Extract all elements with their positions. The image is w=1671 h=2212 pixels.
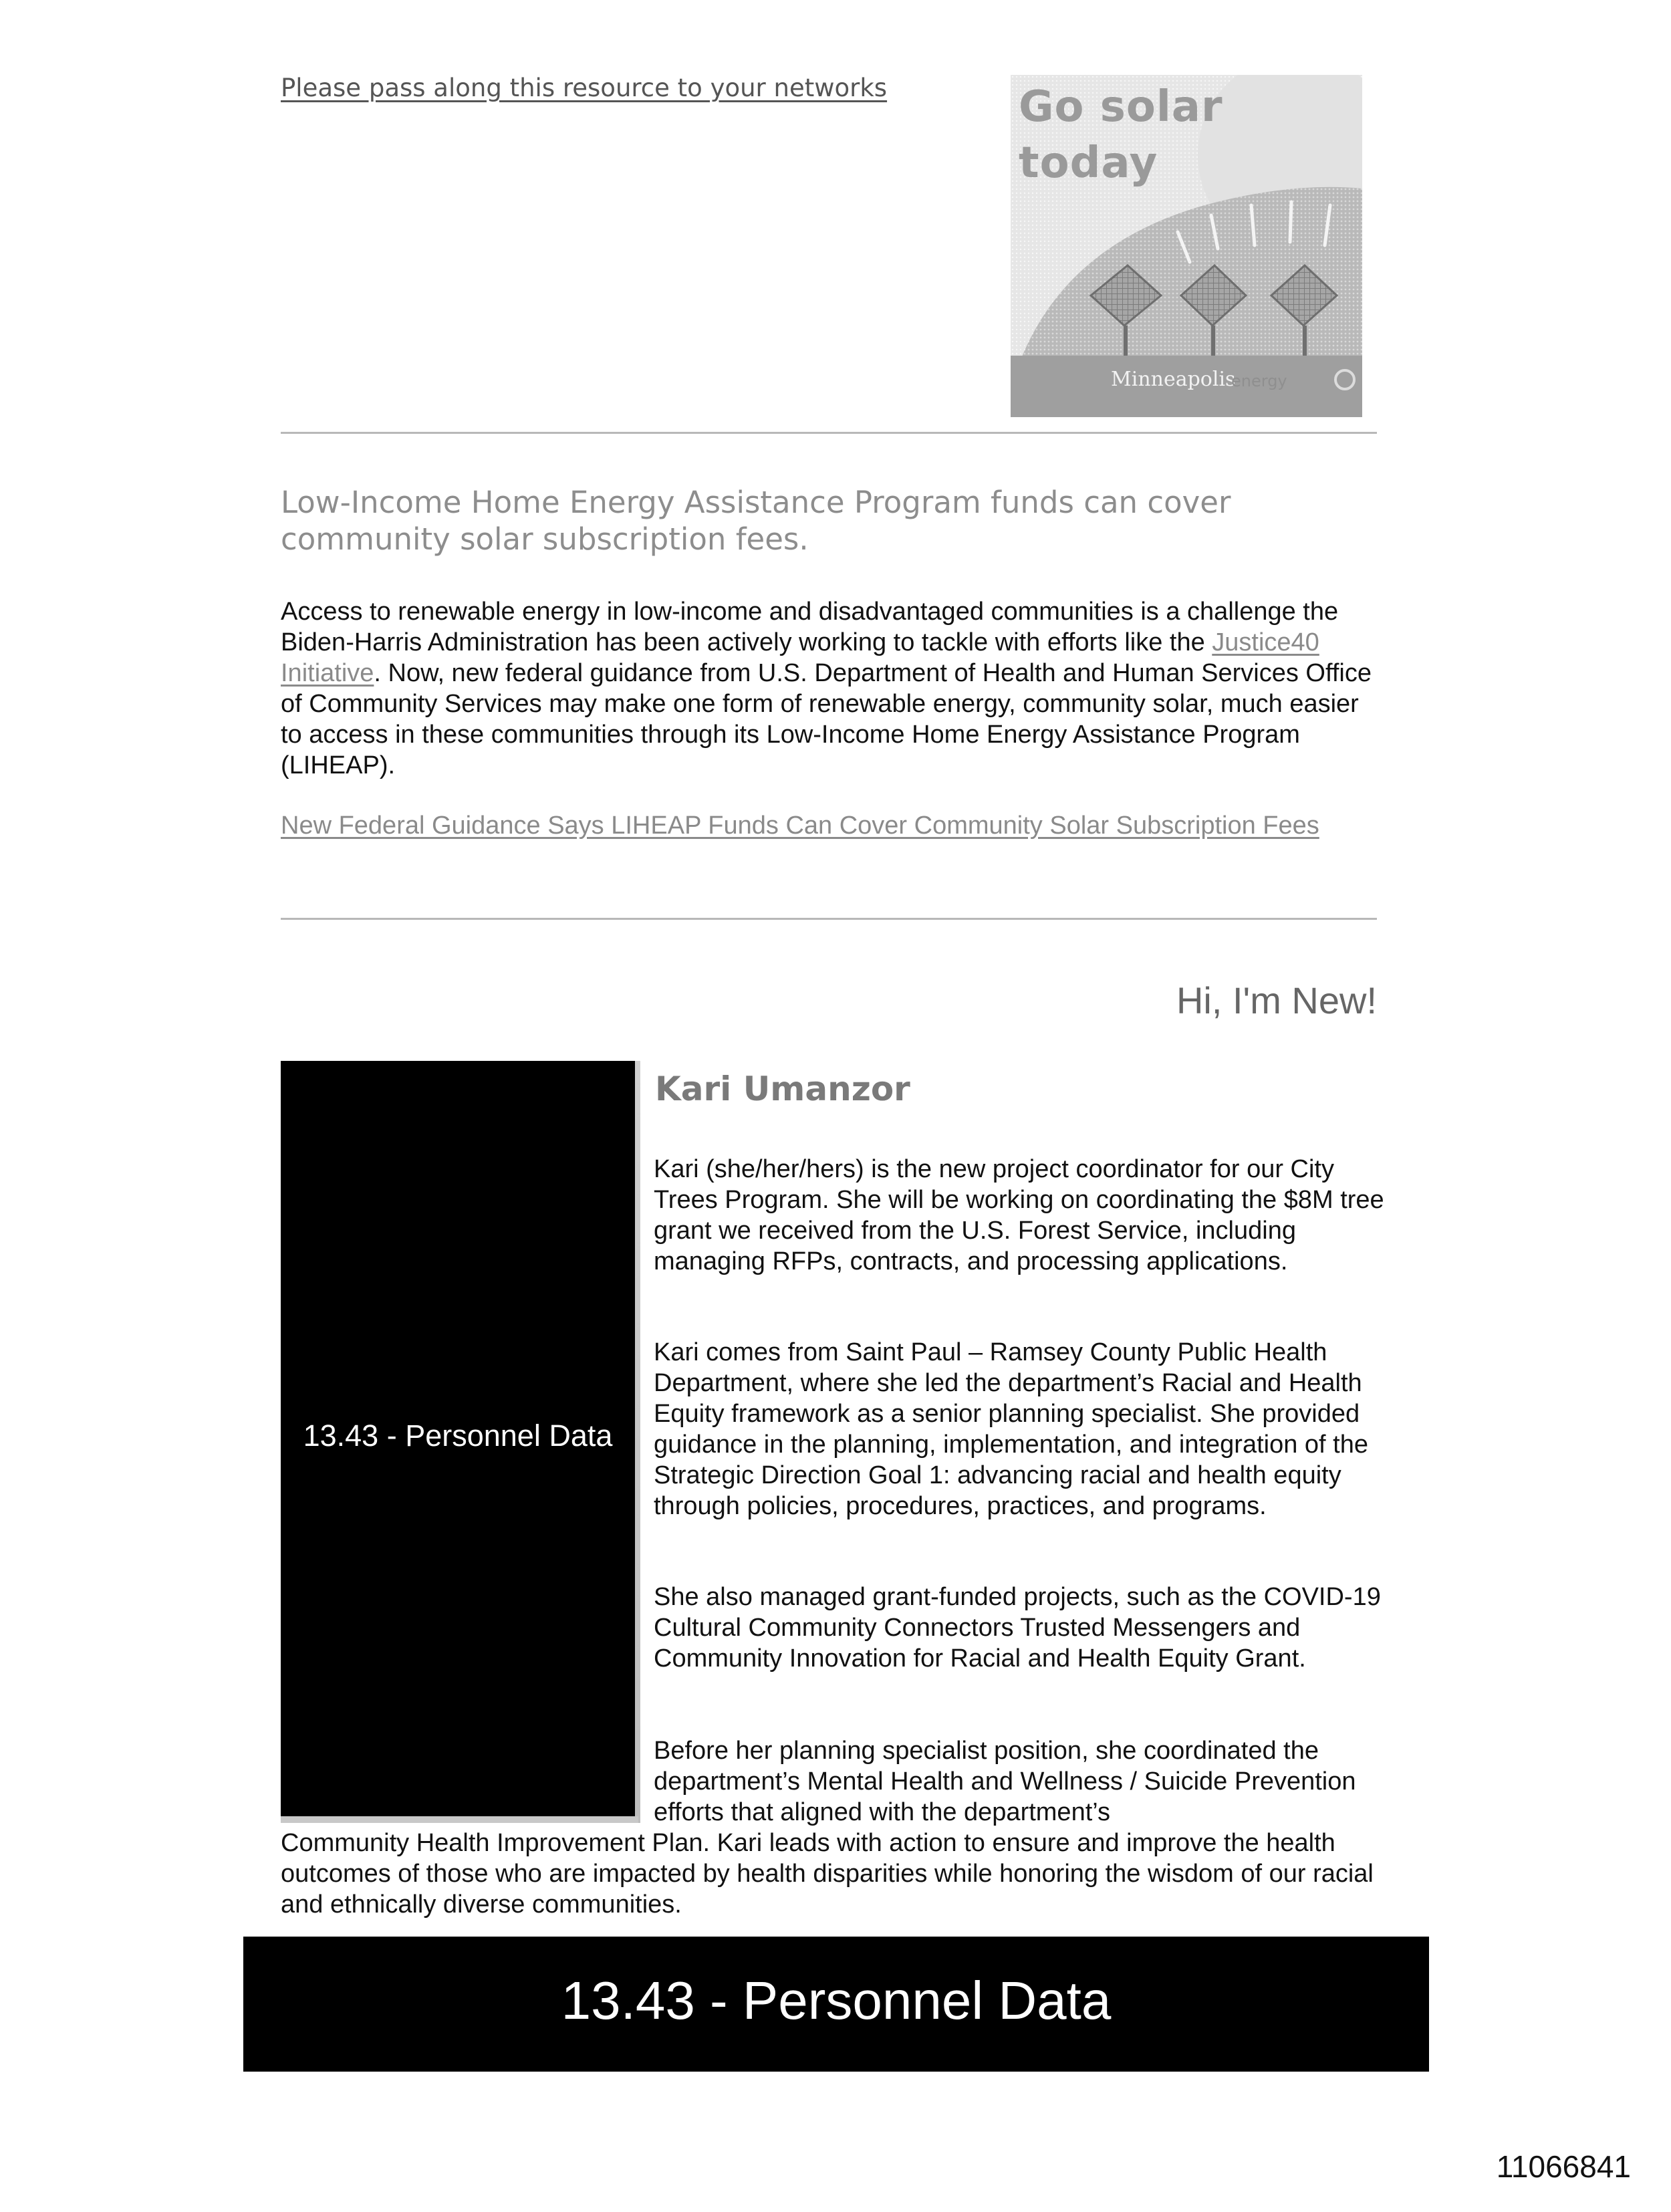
photo-frame-bottom xyxy=(281,1816,638,1823)
redaction-bar xyxy=(243,1937,1429,2072)
liheap-paragraph-start: Access to renewable energy in low-income and disadvantaged communities is a challenge the Biden-Harris Administration has been actively working to tackle with efforts like the xyxy=(281,598,1339,656)
liheap-paragraph-end: . Now, new federal guidance from U.S. Department of Health and Human Services Office of Community Services may make one form of renewable energy, community solar, much easier to access in these communities through its Low-Income Home Energy Assistance Program (LIHEAP). xyxy=(281,659,1372,779)
minneapolis-logo-text: Minneapolis xyxy=(1111,368,1236,391)
partner-logo-text: energy xyxy=(1231,372,1287,390)
pass-along-link[interactable]: Please pass along this resource to your networks xyxy=(281,74,888,102)
bio-paragraph-3: She also managed grant-funded projects, such as the COVID-19 Cultural Community Connectors Trusted Messengers and Community Innovation for Racial and Health Equity Grant. xyxy=(654,1583,1381,1673)
photo-frame-edge xyxy=(635,1061,640,1823)
go-solar-title: Go solar today xyxy=(1019,82,1223,188)
bio-paragraph-2: Kari comes from Saint Paul – Ramsey County Public Health Department, where she led the department’s Racial and Health Equity framework as a senior planning specialist. She provided guidance in the planning, implementation, and integration of the Strategic Direction Goal 1: advancing racial and health equity through policies, procedures, practices, and programs. xyxy=(654,1338,1368,1520)
justice40-link[interactable]: Justice40 Initiative xyxy=(281,628,1319,687)
bio-paragraph-1: Kari (she/her/hers) is the new project coordinator for our City Trees Program. She will be working on coordinating the $8M tree grant we received from the U.S. Forest Service, including managing RFPs, contracts, and processing applications. xyxy=(654,1155,1384,1275)
bio-paragraph-4: Before her planning specialist position, she coordinated the department’s Mental Health and Wellness / Suicide Prevention efforts that aligned with the department’s xyxy=(654,1737,1356,1826)
staff-name: Kari Umanzor xyxy=(655,1070,910,1108)
liheap-heading: Low-Income Home Energy Assistance Program funds can cover community solar subscription fees. xyxy=(281,485,1231,557)
divider xyxy=(281,432,1377,434)
section-title-hi-im-new: Hi, I'm New! xyxy=(1176,979,1377,1021)
redaction-bar-label: 13.43 - Personnel Data xyxy=(561,1971,1112,2030)
liheap-article-link[interactable]: New Federal Guidance Says LIHEAP Funds Can Cover Community Solar Subscription Fees xyxy=(281,812,1319,840)
page-number: 11066841 xyxy=(1496,2149,1631,2184)
redacted-photo xyxy=(281,1061,635,1816)
go-solar-image[interactable] xyxy=(1011,75,1362,417)
redaction-label: 13.43 - Personnel Data xyxy=(303,1419,613,1453)
liheap-paragraph xyxy=(281,596,1377,781)
divider xyxy=(281,918,1377,920)
bio-paragraph-4-continued: Community Health Improvement Plan. Kari leads with action to ensure and improve the health outcomes of those who are impacted by health disparities while honoring the wisdom of our racial and ethnically diverse communities. xyxy=(281,1829,1374,1919)
